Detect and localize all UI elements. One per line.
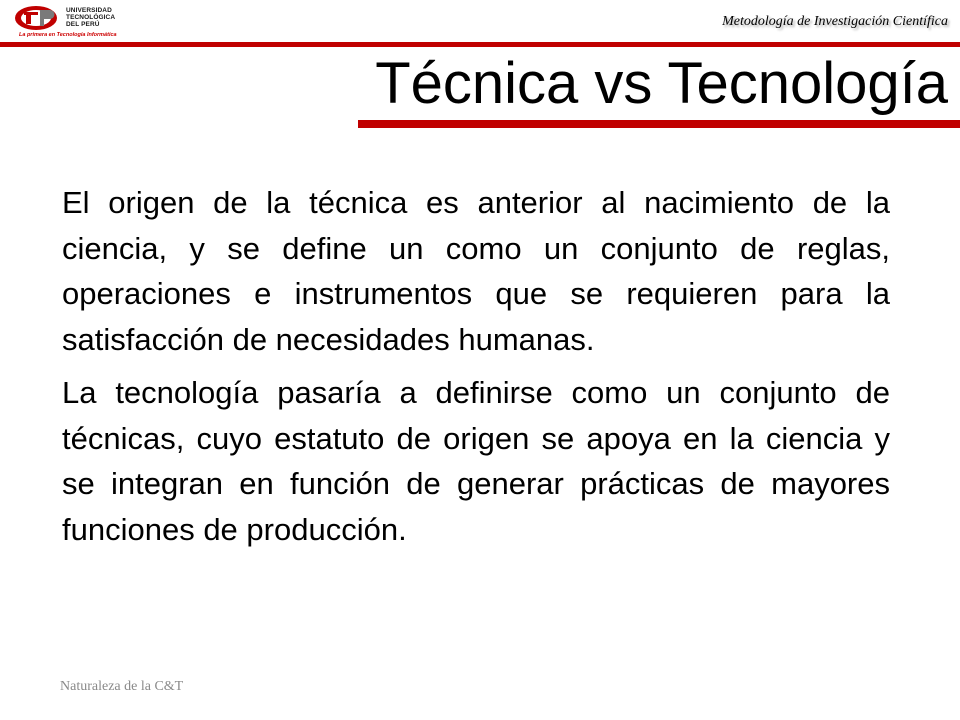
header-divider (0, 42, 960, 47)
title-underline (358, 120, 960, 128)
slide-footer: Naturaleza de la C&T (60, 679, 184, 694)
course-title: Metodología de Investigación Científica (722, 14, 948, 29)
university-logo (14, 4, 154, 40)
utp-emblem-icon (14, 4, 62, 32)
paragraph-tecnica: El origen de la técnica es anterior al nacimiento de la ciencia, y se define un como un conjunto de reglas, operaciones e instrumentos que se requieren para la satisfacción de necesidades humanas. (62, 185, 890, 357)
paragraph-tecnologia: La tecnología pasaría a definirse como un conjunto de técnicas, cuyo estatuto de origen se apoya en la ciencia y se integran en función de generar prácticas de mayores funciones de producción. (62, 375, 890, 547)
slide-body (62, 180, 890, 552)
logo-tagline: La primera en Tecnología Informática (19, 32, 117, 38)
university-name: UNIVERSIDAD TECNOLÓGICA DEL PERÚ (66, 7, 116, 28)
slide-title: Técnica vs Tecnología (375, 51, 948, 116)
